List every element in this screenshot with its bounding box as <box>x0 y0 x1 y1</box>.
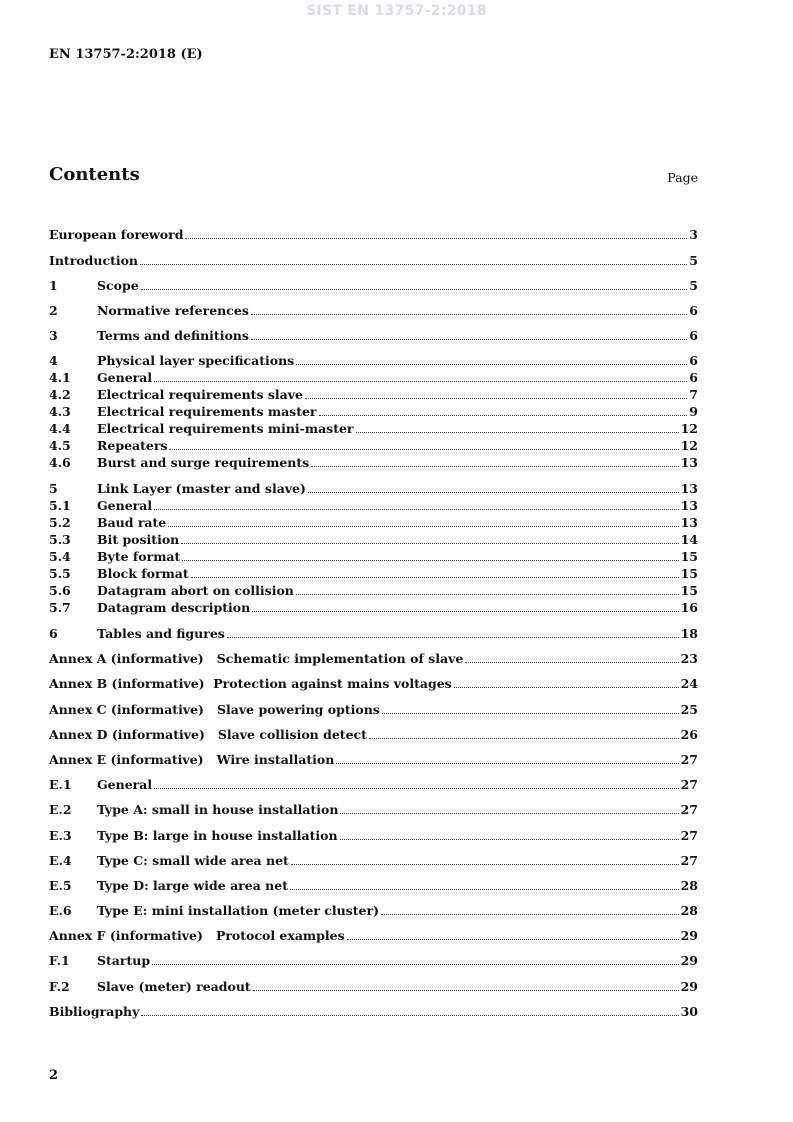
toc-entry-number: 4.6 <box>49 455 71 470</box>
toc-entry-number: 5.5 <box>49 566 71 581</box>
dot-leader <box>347 938 679 940</box>
toc-entry-number: E.6 <box>49 903 72 918</box>
dot-leader <box>291 863 679 865</box>
watermark: SIST EN 13757-2:2018 <box>306 3 487 19</box>
toc-entry[interactable] <box>49 455 698 471</box>
toc-entry-page: 12 <box>680 421 698 436</box>
toc-entry-number: E.2 <box>49 802 72 817</box>
toc-entry-page: 29 <box>680 953 698 968</box>
toc-entry-number: 2 <box>49 303 58 318</box>
toc-entry-title: Annex C (informative) Slave powering options <box>49 702 380 717</box>
toc-entry-number: 4.3 <box>49 404 71 419</box>
toc-entry[interactable] <box>49 438 698 454</box>
toc-entry[interactable] <box>49 828 698 844</box>
toc-entry-page: 27 <box>680 828 698 843</box>
toc-entry[interactable] <box>49 583 698 599</box>
toc-entry-title: Datagram description <box>97 600 251 615</box>
toc-entry-page: 13 <box>680 498 698 513</box>
toc-entry-title: Type E: mini installation (meter cluster) <box>97 903 380 918</box>
toc-entry-number: E.4 <box>49 853 72 868</box>
dot-leader <box>154 787 678 789</box>
toc-entry-title: Byte format <box>97 549 181 564</box>
toc-entry[interactable] <box>49 953 698 969</box>
dot-leader <box>169 448 678 450</box>
toc-entry-page: 13 <box>680 481 698 496</box>
toc-entry-page: 28 <box>680 903 698 918</box>
dot-leader <box>227 636 679 638</box>
toc-entry[interactable] <box>49 853 698 869</box>
toc-entry-page: 27 <box>680 777 698 792</box>
toc-entry-title: Repeaters <box>97 438 168 453</box>
dot-leader <box>185 237 687 239</box>
dot-leader <box>340 812 678 814</box>
toc-entry-number: 5.6 <box>49 583 71 598</box>
toc-entry-title: European foreword <box>49 227 184 242</box>
toc-entry-number: 6 <box>49 626 58 641</box>
toc-entry-page: 6 <box>689 303 698 318</box>
toc-entry-title: Terms and definitions <box>97 328 249 343</box>
toc-entry-title: Scope <box>97 278 139 293</box>
dot-leader <box>251 338 687 340</box>
dot-leader <box>152 963 679 965</box>
toc-entry-title: Annex F (informative) Protocol examples <box>49 928 345 943</box>
toc-entry-title: Startup <box>97 953 151 968</box>
dot-leader <box>305 397 687 399</box>
toc-entry-number: E.5 <box>49 878 72 893</box>
toc-entry[interactable] <box>49 253 698 269</box>
toc-entry[interactable] <box>49 515 698 531</box>
toc-entry-page: 29 <box>680 928 698 943</box>
toc-entry-title: Normative references <box>97 303 249 318</box>
toc-entry[interactable] <box>49 278 698 294</box>
toc-entry-page: 5 <box>689 278 698 293</box>
dot-leader <box>381 913 679 915</box>
toc-entry-number: 5.2 <box>49 515 71 530</box>
toc-entry-title: Introduction <box>49 253 139 268</box>
toc-entry-page: 13 <box>680 515 698 530</box>
toc-entry-title: Physical layer specifications <box>97 353 295 368</box>
dot-leader <box>154 380 687 382</box>
toc-entry[interactable] <box>49 566 698 582</box>
dot-leader <box>182 559 678 561</box>
toc-entry-title: General <box>97 370 153 385</box>
toc-entry-number: 4.4 <box>49 421 71 436</box>
toc-entry-title: Electrical requirements master <box>97 404 317 419</box>
toc-entry[interactable] <box>49 421 698 437</box>
toc-entry-title: Bit position <box>97 532 180 547</box>
dot-leader <box>382 712 679 714</box>
toc-entry-title: Annex E (informative) Wire installation <box>49 752 335 767</box>
toc-entry-page: 6 <box>689 353 698 368</box>
toc-entry[interactable] <box>49 353 698 369</box>
dot-leader <box>311 465 678 467</box>
toc-entry-title: Electrical requirements mini-master <box>97 421 354 436</box>
dot-leader <box>319 414 688 416</box>
toc-entry[interactable] <box>49 227 698 243</box>
toc-entry-title: Type B: large in house installation <box>97 828 338 843</box>
toc-entry-title: Annex A (informative) Schematic implementation of slave <box>49 651 464 666</box>
dot-leader <box>168 525 678 527</box>
toc-entry[interactable] <box>49 979 698 995</box>
toc-entry-title: Bibliography <box>49 1004 140 1019</box>
toc-entry-title: Slave (meter) readout <box>97 979 251 994</box>
toc-entry[interactable] <box>49 370 698 386</box>
toc-entry-title: Annex D (informative) Slave collision detect <box>49 727 367 742</box>
dot-leader <box>251 313 687 315</box>
dot-leader <box>140 263 687 265</box>
toc-entry-title: General <box>97 777 153 792</box>
toc-entry-title: General <box>97 498 153 513</box>
toc-entry-title: Block format <box>97 566 189 581</box>
toc-entry-number: E.3 <box>49 828 72 843</box>
toc-entry-title: Type A: small in house installation <box>97 802 339 817</box>
toc-entry-page: 9 <box>689 404 698 419</box>
toc-entry-number: 5.7 <box>49 600 71 615</box>
toc-entry-page: 12 <box>680 438 698 453</box>
toc-entry[interactable] <box>49 626 698 642</box>
toc-entry[interactable] <box>49 752 698 768</box>
toc-entry-page: 7 <box>689 387 698 402</box>
toc-entry[interactable] <box>49 727 698 743</box>
toc-entry-number: 4.5 <box>49 438 71 453</box>
toc-entry-number: E.1 <box>49 777 72 792</box>
toc-entry-number: F.1 <box>49 953 70 968</box>
toc-entry-page: 6 <box>689 370 698 385</box>
toc-entry[interactable] <box>49 404 698 420</box>
toc-entry-title: Electrical requirements slave <box>97 387 303 402</box>
toc-entry-number: 4.1 <box>49 370 71 385</box>
page-number: 2 <box>49 1068 59 1083</box>
toc-entry-number: 5.3 <box>49 532 71 547</box>
toc-entry-page: 13 <box>680 455 698 470</box>
toc-entry-title: Type D: large wide area net <box>97 878 288 893</box>
toc-entry[interactable] <box>49 777 698 793</box>
toc-entry[interactable] <box>49 532 698 548</box>
toc-entry-page: 23 <box>680 651 698 666</box>
toc-entry[interactable] <box>49 928 698 944</box>
toc-entry-title: Baud rate <box>97 515 167 530</box>
dot-leader <box>369 737 679 739</box>
dot-leader <box>290 888 679 890</box>
toc-entry-page: 15 <box>680 583 698 598</box>
dot-leader <box>154 508 678 510</box>
toc-entry-number: 5.1 <box>49 498 71 513</box>
toc-entry-page: 6 <box>689 328 698 343</box>
toc-entry[interactable] <box>49 303 698 319</box>
toc-entry-page: 26 <box>680 727 698 742</box>
toc-entry-page: 28 <box>680 878 698 893</box>
toc-entry-number: 4.2 <box>49 387 71 402</box>
toc-entry[interactable] <box>49 498 698 514</box>
toc-entry-page: 18 <box>680 626 698 641</box>
toc-entry-page: 29 <box>680 979 698 994</box>
toc-entry-page: 30 <box>680 1004 698 1019</box>
toc-entry-number: 4 <box>49 353 58 368</box>
toc-entry-page: 5 <box>689 253 698 268</box>
toc-entry-page: 16 <box>680 600 698 615</box>
dot-leader <box>454 686 679 688</box>
toc-entry[interactable] <box>49 1004 698 1020</box>
toc-entry-number: 3 <box>49 328 58 343</box>
dot-leader <box>141 1014 678 1016</box>
contents-title: Contents <box>49 164 140 185</box>
dot-leader <box>340 838 679 840</box>
toc-entry[interactable] <box>49 549 698 565</box>
toc-entry[interactable] <box>49 802 698 818</box>
dot-leader <box>336 762 678 764</box>
dot-leader <box>296 363 687 365</box>
toc-entry-page: 24 <box>680 676 698 691</box>
toc-entry-title: Burst and surge requirements <box>97 455 310 470</box>
dot-leader <box>253 989 679 991</box>
toc-entry[interactable] <box>49 878 698 894</box>
dot-leader <box>465 661 678 663</box>
dot-leader <box>308 491 679 493</box>
dot-leader <box>141 288 688 290</box>
toc-entry-page: 14 <box>680 532 698 547</box>
toc-entry[interactable] <box>49 651 698 667</box>
document-id: EN 13757-2:2018 (E) <box>49 47 203 62</box>
toc-entry-title: Type C: small wide area net <box>97 853 289 868</box>
toc-entry-number: 5 <box>49 481 58 496</box>
toc-entry-page: 3 <box>689 227 698 242</box>
toc-entry[interactable] <box>49 600 698 616</box>
toc-entry-page: 15 <box>680 566 698 581</box>
toc-entry[interactable] <box>49 702 698 718</box>
dot-leader <box>191 576 679 578</box>
toc-entry-number: F.2 <box>49 979 70 994</box>
toc-entry-title: Link Layer (master and slave) <box>97 481 306 496</box>
toc-entry[interactable] <box>49 387 698 403</box>
toc-entry-number: 1 <box>49 278 58 293</box>
toc-entry-page: 27 <box>680 802 698 817</box>
toc-entry[interactable] <box>49 481 698 497</box>
toc-entry-title: Datagram abort on collision <box>97 583 294 598</box>
toc-entry[interactable] <box>49 676 698 692</box>
toc-entry[interactable] <box>49 903 698 919</box>
dot-leader <box>296 593 679 595</box>
toc-entry-page: 27 <box>680 853 698 868</box>
dot-leader <box>181 542 678 544</box>
toc-entry-number: 5.4 <box>49 549 71 564</box>
toc-entry-page: 27 <box>680 752 698 767</box>
dot-leader <box>252 610 678 612</box>
toc-entry[interactable] <box>49 328 698 344</box>
dot-leader <box>356 431 679 433</box>
toc-entry-title: Annex B (informative) Protection against mains voltages <box>49 676 452 691</box>
toc-entry-title: Tables and figures <box>97 626 225 641</box>
page-column-label: Page <box>667 170 698 185</box>
toc-entry-page: 25 <box>680 702 698 717</box>
toc-entry-page: 15 <box>680 549 698 564</box>
